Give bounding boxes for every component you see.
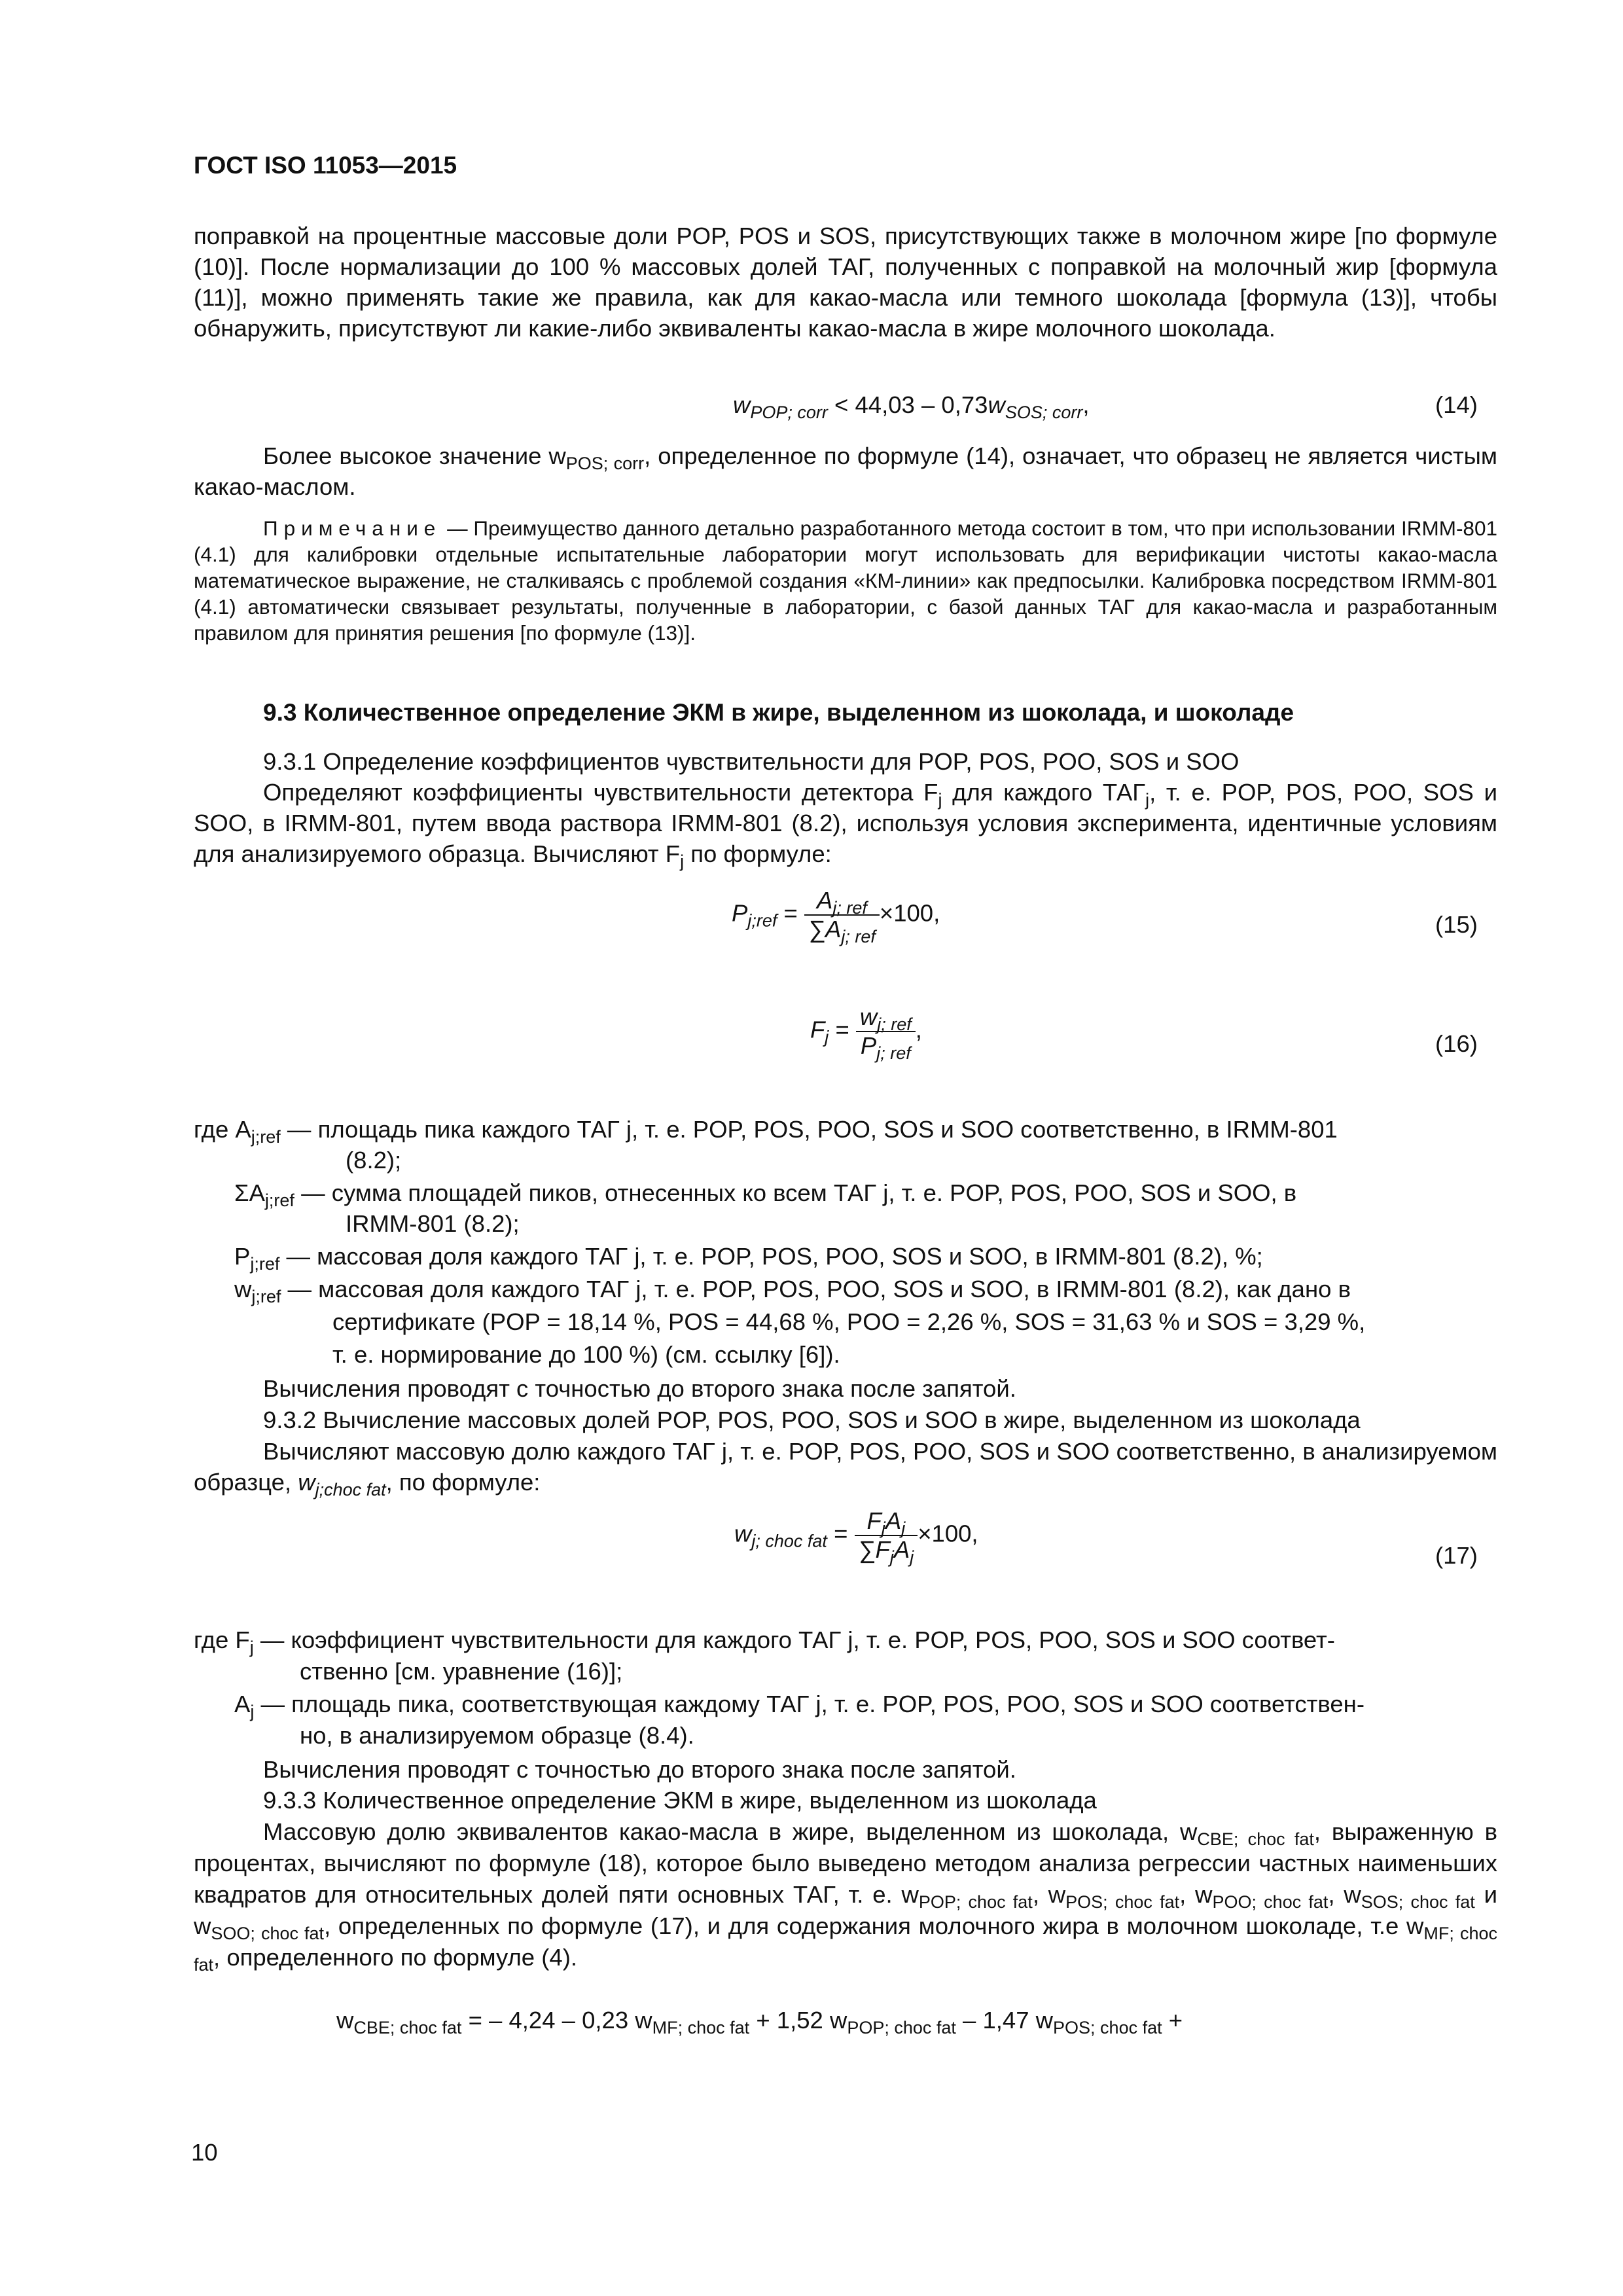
subsection-9-3-1: 9.3.1 Определение коэффициентов чувствительности для POP, POS, POO, SOS и SOO (263, 748, 1240, 775)
definition-sum-a-ref: $\Sigma A_{j;ref}$ — сумма площадей пиков, отнесенных ко всем ТАГ j, т. е. POP, POS, POO, SOS и SOO, в (234, 1179, 1297, 1210)
definition-a-j: $A_j$ — площадь пика, соответствующая каждому ТАГ j, т. е. POP, POS, POO, SOS и SOO соответствен- (234, 1691, 1364, 1721)
paragraph-sensitivity: Определяют коэффициенты чувствительности детектора $F_j$ для каждого $ТАГ_j$, т. е. POP, POS, POO, SOS и SOO, в IRMM-801, путем ввода раствора IRMM-801 (8.2), используя условия эксперимента, идентичные условиям для анализируемого образца. Вычисляют $F_j$ по формуле: (194, 779, 1497, 871)
definition-w-ref-cont2: т. е. нормирование до 100 %) (см. ссылку [6]). (332, 1341, 840, 1368)
definition-w-ref-cont: сертификате (POP = 18,14 %, POS = 44,68 %, POO = 2,26 %, SOS = 31,63 % и SOS = 3,29 %, (332, 1308, 1366, 1335)
definition-a-j-cont: но, в анализируемом образце (8.4). (300, 1722, 694, 1749)
paragraph-mass-fraction: Вычисляют массовую долю каждого ТАГ j, т. е. POP, POS, POO, SOS и SOO соответственно, в анализируемом образце, $w_{j;choc fat}$, по формуле: (194, 1438, 1497, 1499)
document-header: ГОСТ ISO 11053—2015 (194, 152, 457, 179)
equation-number-14: (14) (1435, 391, 1478, 418)
definition-p-ref: $P_{j;ref}$ — массовая доля каждого ТАГ j, т. е. POP, POS, POO, SOS и SOO, в IRMM-801 (8.2), %; (234, 1243, 1263, 1274)
page-number: 10 (191, 2139, 218, 2166)
equation-17: $w_{j; choc fat}$ = $\frac{F_jA_j}{\sum F_jA_j}$ ×100, (734, 1507, 978, 1567)
section-heading-9-3: 9.3 Количественное определение ЭКМ в жире, выделенном из шоколада, и шоколаде (263, 699, 1294, 726)
definition-f-j-cont: ственно [см. уравнение (16)]; (300, 1658, 623, 1685)
subsection-9-3-2: 9.3.2 Вычисление массовых долей POP, POS, POO, SOS и SOO в жире, выделенном из шоколада (263, 1407, 1361, 1433)
note-block: Примечание — Преимущество данного детально разработанного метода состоит в том, что при использовании IRMM-801 (4.1) для калибровки отдельные испытательные лаборатории могут использовать для верификации чистоты какао-масла математическое выражение, не сталкиваясь с проблемой создания «КМ-линии» как предпосылки. Калибровка посредством IRMM-801 (4.1) автоматически связывает результаты, полученные в лаборатории, с базой данных ТАГ для какао-масла и разработанным правилом для принятия решения [по формуле (13)]. (194, 516, 1497, 645)
equation-number-15: (15) (1435, 911, 1478, 938)
definition-a-ref-cont: (8.2); (346, 1147, 402, 1174)
equation-number-17: (17) (1435, 1542, 1478, 1569)
equation-number-16: (16) (1435, 1030, 1478, 1057)
paragraph-intro: поправкой на процентные массовые доли POP, POS и SOS, присутствующих также в молочном жире [по формуле (10)]. После нормализации до 100 % массовых долей ТАГ, полученных с поправкой на молочный жир [формула (11)], можно применять такие же правила, как для какао-масла или темного шоколада [формула (13)], чтобы обнаружить, присутствуют ли какие-либо эквиваленты какао-масла в жире молочного шоколада. (194, 223, 1497, 342)
calc-precision-1: Вычисления проводят с точностью до второго знака после запятой. (263, 1375, 1016, 1402)
definition-sum-a-ref-cont: IRMM-801 (8.2); (346, 1210, 520, 1237)
equation-14: $w_{POP; corr} < 44,03 - 0,73w_{SOS; corr}$, (733, 391, 1090, 422)
equation-16: $F_j$ = $\frac{w_{j; ref}}{P_{j; ref}}$ , (810, 1003, 922, 1063)
paragraph-cbe: Массовую долю эквивалентов какао-масла в жире, выделенном из шоколада, $w_{CBE; choc fat}$, выраженную в процентах, вычисляют по формуле (18), которое было выведено методом анализа регрессии частных наименьших квадратов для относительных долей пяти основных ТАГ, т. е. $w_{POP; choc fat}$, $w_{POS; choc fat}$, $w_{POO; choc fat}$, $w_{SOS; choc fat}$ и $w_{SOO; choc fat}$, определенных по формуле (17), и для содержания молочного жира в молочном шоколаде, т.е $w_{MF; choc fat}$, определенного по формуле (4). (194, 1818, 1497, 1975)
calc-precision-2: Вычисления проводят с точностью до второго знака после запятой. (263, 1756, 1016, 1783)
subsection-9-3-3: 9.3.3 Количественное определение ЭКМ в жире, выделенном из шоколада (263, 1787, 1097, 1814)
definition-f-j: где $F_j$ — коэффициент чувствительности для каждого ТАГ j, т. е. POP, POS, POO, SOS и SOO соответ- (194, 1626, 1335, 1657)
definition-a-ref: где $A_{j;ref}$ — площадь пика каждого ТАГ j, т. е. POP, POS, POO, SOS и SOO соответственно, в IRMM-801 (194, 1116, 1338, 1147)
equation-18: $w_{CBE; choc fat}$ = – 4,24 – 0,23 $w_{MF; choc fat} + 1,52$ $w_{POP; choc fat} - 1,47$ $w_{POS; choc fat}$ + (336, 2007, 1183, 2037)
equation-15: $P_{j;ref}$ = $\frac{A_{j; ref}}{\sum A_{j; ref}}$ ×100, (732, 887, 940, 946)
paragraph-higher-value: Более высокое значение $w_{POS; corr}$, определенное по формуле (14), означает, что образец не является чистым какао-маслом. (194, 442, 1497, 500)
definition-w-ref: $w_{j;ref}$ — массовая доля каждого ТАГ j, т. е. POP, POS, POO, SOS и SOO, в IRMM-801 (8.2), как дано в (234, 1276, 1351, 1306)
